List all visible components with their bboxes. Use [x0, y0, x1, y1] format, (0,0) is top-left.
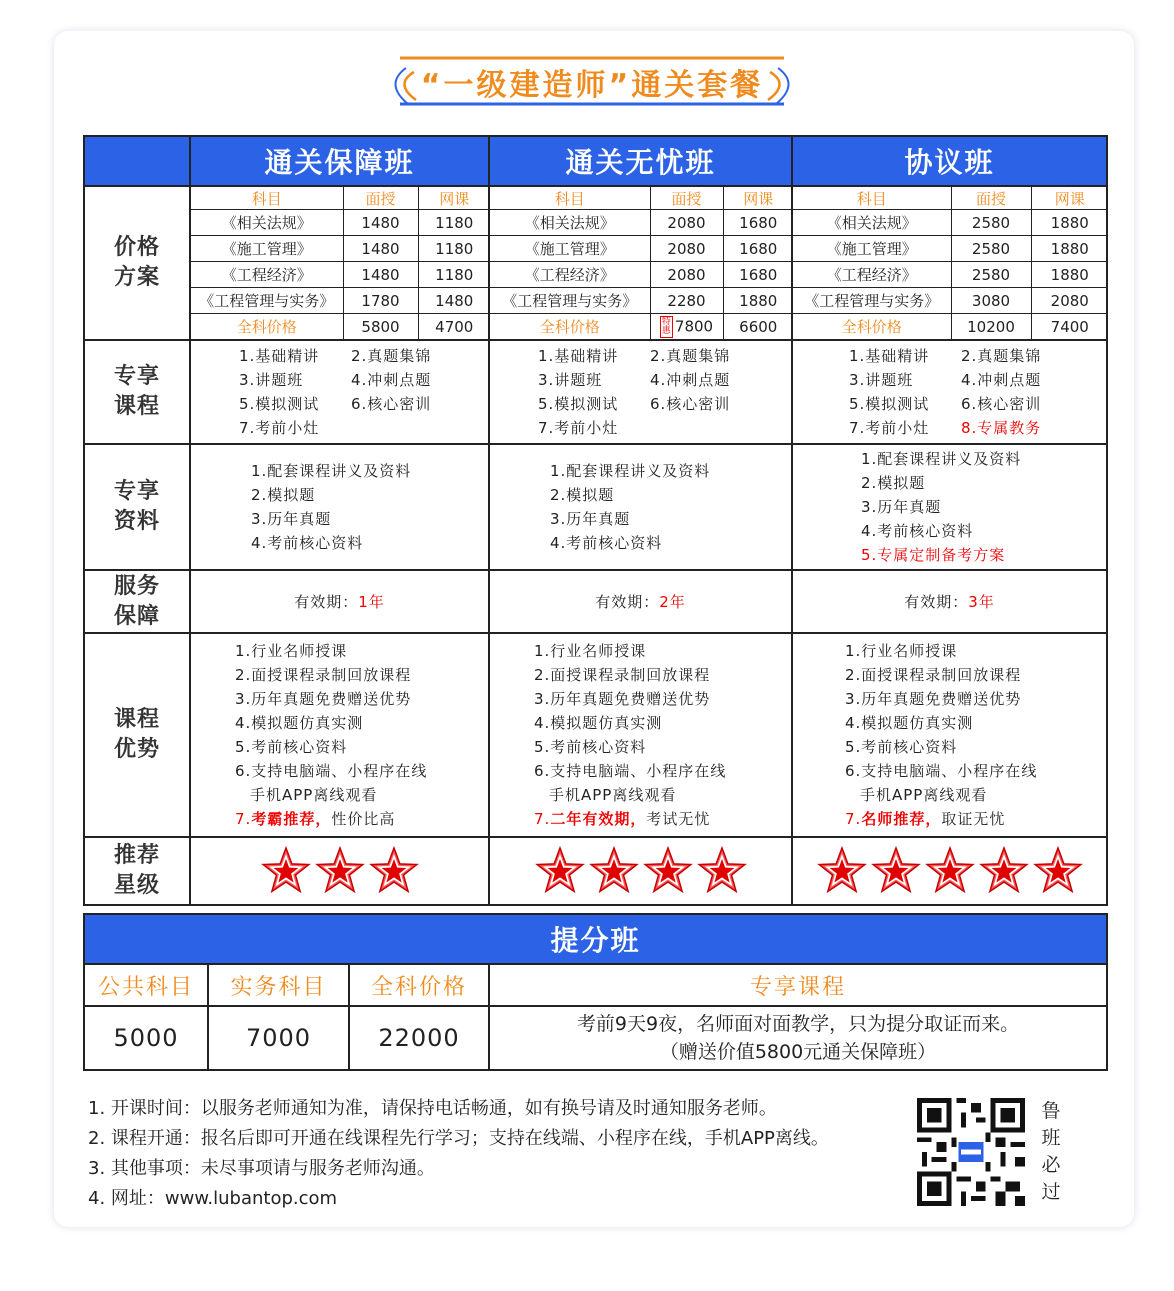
star-icon: [979, 846, 1029, 896]
course-item: 4.冲刺点题: [351, 371, 432, 389]
advantage-item: 1.行业名师授课: [235, 642, 348, 660]
price-total-offline: 10200: [951, 314, 1031, 340]
price-subject: 《工程经济》: [191, 262, 343, 288]
advantage-item-last: [534, 807, 791, 831]
course-item: 1.基础精讲: [849, 347, 930, 365]
boost-header: 全科价格: [349, 964, 489, 1006]
row-label-price: [84, 186, 190, 340]
validity-label: 有效期：: [904, 592, 969, 611]
price-total-online: 4700: [418, 314, 490, 340]
boost-value: 7000: [208, 1006, 349, 1070]
advantage-num: 7.: [845, 810, 862, 828]
course-item: 3.讲题班: [239, 371, 304, 389]
row-label-line: 星级: [113, 873, 160, 898]
price-total-label: 全科价格: [793, 314, 951, 340]
course-item: 5.模拟测试: [849, 395, 930, 413]
course-item: 4.冲刺点题: [961, 371, 1042, 389]
course-item: 3.讲题班: [849, 371, 914, 389]
price-online: 1680: [723, 262, 793, 288]
advantage-item: 3.历年真题免费赠送优势: [235, 690, 412, 708]
row-label-line: 服务: [113, 573, 160, 599]
advantage-item: 4.模拟题仿真实测: [235, 714, 364, 732]
boost-description: [489, 1006, 1107, 1070]
course-item: 3.讲题班: [538, 371, 603, 389]
materials-plan-0: [190, 444, 489, 570]
price-online: 2080: [1031, 288, 1108, 314]
qr-caption-char: 鲁: [1041, 1100, 1061, 1122]
row-label-courses: [84, 340, 190, 444]
price-offline: 2280: [650, 288, 723, 314]
price-total-online: 6600: [723, 314, 793, 340]
advantage-item-last: [235, 807, 488, 831]
advantage-item: 5.考前核心资料: [534, 738, 647, 756]
course-item: 5.模拟测试: [538, 395, 619, 413]
course-item: 1.基础精讲: [239, 347, 320, 365]
boost-value: 22000: [349, 1006, 489, 1070]
advantage-rest: 考试无忧: [646, 810, 711, 828]
advantage-num: 7.: [534, 810, 551, 828]
advantage-item: 5.考前核心资料: [235, 738, 348, 756]
star-rating: [793, 838, 1106, 904]
notes: [88, 1094, 888, 1214]
price-subject: 《工程经济》: [490, 262, 650, 288]
price-subject: 《施工管理》: [793, 236, 951, 262]
course-item: 7.考前小灶: [239, 419, 320, 437]
material-item: 1.配套课程讲义及资料: [251, 462, 412, 480]
courses-plan-2: [792, 340, 1107, 444]
price-offline: 2580: [951, 236, 1031, 262]
advantage-highlight: 二年有效期，: [550, 810, 647, 828]
advantage-item: 5.考前核心资料: [845, 738, 958, 756]
rating-plan-1: [489, 837, 792, 905]
row-label-line: 资料: [113, 509, 160, 534]
course-item: 1.基础精讲: [538, 347, 619, 365]
star-rating: [490, 838, 791, 904]
material-item: 1.配套课程讲义及资料: [550, 462, 711, 480]
price-online: 1180: [418, 236, 490, 262]
price-online: 1680: [723, 236, 793, 262]
advantage-item: 手机APP离线观看: [250, 786, 378, 804]
price-offline: 1480: [343, 236, 418, 262]
price-total-offline-cell: [650, 314, 723, 340]
price-total-offline: 7800: [674, 317, 714, 335]
course-item: 2.真题集锦: [961, 347, 1042, 365]
price-online: 1880: [1031, 210, 1108, 236]
material-item: 3.历年真题: [251, 510, 332, 528]
price-online: 1180: [418, 210, 490, 236]
row-label-line: 推荐: [113, 843, 160, 868]
validity-value: 1年: [358, 592, 385, 611]
service-plan-1: [489, 570, 792, 633]
price-online: 1880: [1031, 236, 1108, 262]
price-header: 网课: [418, 187, 490, 210]
price-subject: 《工程管理与实务》: [490, 288, 650, 314]
star-icon: [315, 846, 365, 896]
price-online: 1480: [418, 288, 490, 314]
advantage-item: 4.模拟题仿真实测: [845, 714, 974, 732]
qr-caption-char: 必: [1041, 1154, 1061, 1176]
price-subject: 《施工管理》: [191, 236, 343, 262]
material-item: 4.考前核心资料: [550, 534, 663, 552]
material-item: 1.配套课程讲义及资料: [861, 450, 1022, 468]
row-label-service: [84, 570, 190, 633]
price-subject: 《工程管理与实务》: [793, 288, 951, 314]
boost-title: 提分班: [84, 914, 1107, 964]
materials-plan-1: [489, 444, 792, 570]
note-item: 4. 网址：www.lubantop.com: [88, 1188, 338, 1209]
material-item: 3.历年真题: [861, 498, 942, 516]
validity-value: 2年: [659, 592, 686, 611]
price-offline: 2580: [951, 210, 1031, 236]
advantage-item: 2.面授课程录制回放课程: [845, 666, 1022, 684]
price-subject: 《相关法规》: [191, 210, 343, 236]
note-item: 2. 课程开通：报名后即可开通在线课程先行学习；支持在线端、小程序在线，手机APP离线。: [88, 1128, 829, 1149]
material-item-extra: 5.专属定制备考方案: [861, 546, 1006, 564]
boost-value: 5000: [84, 1006, 208, 1070]
price-online: 1180: [418, 262, 490, 288]
price-header: 网课: [1031, 187, 1108, 210]
row-label-line: 保障: [113, 603, 160, 629]
course-item: 2.真题集锦: [351, 347, 432, 365]
price-total-label: 全科价格: [490, 314, 650, 340]
row-label-rating: [84, 837, 190, 905]
materials-plan-2: [792, 444, 1107, 570]
page-title: “一级建造师”通关套餐: [420, 68, 764, 103]
note-item: 3. 其他事项：未尽事项请与服务老师沟通。: [88, 1158, 435, 1179]
service-plan-0: [190, 570, 489, 633]
star-icon: [261, 846, 311, 896]
row-label-materials: [84, 444, 190, 570]
advantage-item: 4.模拟题仿真实测: [534, 714, 663, 732]
validity-label: 有效期：: [294, 592, 359, 611]
advantage-num: 7.: [235, 810, 252, 828]
advantage-item: 手机APP离线观看: [549, 786, 677, 804]
course-item: 6.核心密训: [351, 395, 432, 413]
price-subject: 《工程管理与实务》: [191, 288, 343, 314]
advantage-highlight: 考霸推荐，: [251, 810, 332, 828]
course-item: 4.冲刺点题: [650, 371, 731, 389]
advantage-item: 6.支持电脑端、小程序在线: [235, 762, 428, 780]
advantages-plan-2: [792, 633, 1107, 837]
price-header: 科目: [191, 187, 343, 210]
price-offline: 2580: [951, 262, 1031, 288]
price-plan-2: [792, 186, 1107, 340]
boost-header: 公共科目: [84, 964, 208, 1006]
rating-plan-2: [792, 837, 1107, 905]
price-online: 1680: [723, 210, 793, 236]
advantage-item: 6.支持电脑端、小程序在线: [845, 762, 1038, 780]
row-label-line: 课程: [113, 707, 160, 732]
price-offline: 2080: [650, 236, 723, 262]
advantage-item: 手机APP离线观看: [860, 786, 988, 804]
qr-code-icon: [916, 1098, 1026, 1206]
price-plan-0: [190, 186, 489, 340]
price-offline: 3080: [951, 288, 1031, 314]
rating-plan-0: [190, 837, 489, 905]
course-item-extra: 8.专属教务: [961, 419, 1042, 437]
price-subject: 《施工管理》: [490, 236, 650, 262]
price-header: 面授: [650, 187, 723, 210]
advantages-plan-1: [489, 633, 792, 837]
boost-header: 专享课程: [489, 964, 1107, 1006]
plans-table: [83, 135, 1108, 906]
row-label-advantages: [84, 633, 190, 837]
star-rating: [191, 838, 488, 904]
price-header: 面授: [951, 187, 1031, 210]
note-item: 1. 开课时间：以服务老师通知为准，请保持电话畅通，如有换号请及时通知服务老师。: [88, 1098, 777, 1119]
plan-header: 通关保障班: [190, 136, 489, 186]
star-icon: [535, 846, 585, 896]
row-label-line: 专享: [113, 479, 160, 504]
advantage-item: 1.行业名师授课: [534, 642, 647, 660]
price-plan-1: [489, 186, 792, 340]
advantage-item-last: [845, 807, 1106, 831]
advantage-item: 2.面授课程录制回放课程: [534, 666, 711, 684]
course-item: 7.考前小灶: [538, 419, 619, 437]
row-label-line: 课程: [113, 394, 160, 419]
price-table: [793, 187, 1108, 339]
price-header: 面授: [343, 187, 418, 210]
star-icon: [697, 846, 747, 896]
star-icon: [871, 846, 921, 896]
row-label-line: 优势: [113, 737, 160, 762]
title-banner: [392, 52, 792, 110]
price-total-offline: 5800: [343, 314, 418, 340]
price-online: 1880: [1031, 262, 1108, 288]
price-offline: 2080: [650, 210, 723, 236]
price-subject: 《相关法规》: [490, 210, 650, 236]
courses-plan-0: [190, 340, 489, 444]
price-subject: 《工程经济》: [793, 262, 951, 288]
courses-plan-1: [489, 340, 792, 444]
advantage-item: 1.行业名师授课: [845, 642, 958, 660]
price-header: 科目: [490, 187, 650, 210]
qr-caption-char: 过: [1041, 1181, 1061, 1203]
row-label-line: 价格: [113, 235, 160, 260]
material-item: 4.考前核心资料: [251, 534, 364, 552]
boost-desc-line: （赠送价值5800元通关保障班）: [659, 1041, 937, 1063]
validity-value: 3年: [968, 592, 995, 611]
price-offline: 1480: [343, 262, 418, 288]
course-item: 6.核心密训: [961, 395, 1042, 413]
validity-label: 有效期：: [595, 592, 660, 611]
course-item: 5.模拟测试: [239, 395, 320, 413]
course-item: 7.考前小灶: [849, 419, 930, 437]
price-table: [490, 187, 793, 339]
boost-header: 实务科目: [208, 964, 349, 1006]
price-online: 1880: [723, 288, 793, 314]
star-icon: [643, 846, 693, 896]
star-icon: [1033, 846, 1083, 896]
qr-caption-char: 班: [1041, 1127, 1061, 1149]
star-icon: [589, 846, 639, 896]
material-item: 2.模拟题: [861, 474, 926, 492]
advantage-item: 2.面授课程录制回放课程: [235, 666, 412, 684]
boost-desc-line: 考前9天9夜，名师面对面教学，只为提分取证而来。: [576, 1013, 1020, 1035]
qr-caption: [1038, 1098, 1064, 1206]
material-item: 4.考前核心资料: [861, 522, 974, 540]
star-icon: [369, 846, 419, 896]
price-total-label: 全科价格: [191, 314, 343, 340]
price-offline: 1480: [343, 210, 418, 236]
advantage-highlight: 名师推荐，: [861, 810, 942, 828]
special-tag: 特惠: [661, 316, 671, 336]
row-label-line: 专享: [113, 364, 160, 389]
price-offline: 2080: [650, 262, 723, 288]
star-icon: [817, 846, 867, 896]
price-offline: 1780: [343, 288, 418, 314]
price-subject: 《相关法规》: [793, 210, 951, 236]
material-item: 2.模拟题: [251, 486, 316, 504]
course-item: 6.核心密训: [650, 395, 731, 413]
material-item: 2.模拟题: [550, 486, 615, 504]
material-item: 3.历年真题: [550, 510, 631, 528]
star-icon: [925, 846, 975, 896]
header-blank: [84, 136, 190, 186]
row-label-line: 方案: [113, 265, 160, 290]
advantage-rest: 取证无忧: [941, 810, 1006, 828]
advantage-rest: 性价比高: [331, 810, 396, 828]
plan-header: 协议班: [792, 136, 1107, 186]
service-plan-2: [792, 570, 1107, 633]
plan-header: 通关无忧班: [489, 136, 792, 186]
price-header: 科目: [793, 187, 951, 210]
course-item: 2.真题集锦: [650, 347, 731, 365]
advantages-plan-0: [190, 633, 489, 837]
price-table: [191, 187, 490, 339]
advantage-item: 3.历年真题免费赠送优势: [534, 690, 711, 708]
advantage-item: 6.支持电脑端、小程序在线: [534, 762, 727, 780]
boost-table: [83, 913, 1108, 1071]
price-header: 网课: [723, 187, 793, 210]
price-total-online: 7400: [1031, 314, 1108, 340]
advantage-item: 3.历年真题免费赠送优势: [845, 690, 1022, 708]
